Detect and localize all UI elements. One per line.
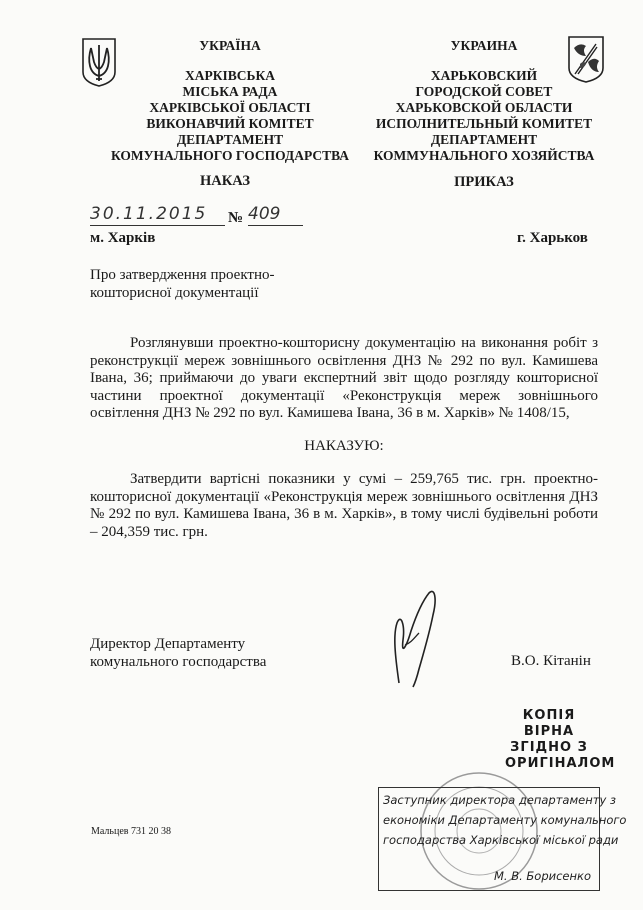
certification-line: Заступник директора департаменту з: [383, 793, 617, 807]
left-header-line: ДЕПАРТАМЕНТ: [176, 132, 284, 147]
subject-line: кошторисної документації: [90, 284, 259, 301]
preamble-paragraph: Розглянувши проектно-кошторисну документацію на виконання робіт з реконструкції мереж зовнішнього освітлення ДНЗ № 292 по вул. Камишева Івана, 36; приймаючи до уваги експертний звіт щодо розгляду кошторисної частини проектної документації «Реконструкція мереж зовнішнього освітлення ДНЗ № 292 по вул. Камишева Івана, 36 в м. Харків» № 1408/15,: [90, 335, 598, 421]
signer-position-line: комунального господарства: [90, 653, 267, 670]
left-header-line: МІСЬКА РАДА: [182, 84, 278, 99]
number-sign: №: [228, 210, 244, 226]
order-word: НАКАЗУЮ:: [304, 438, 384, 454]
right-header: [368, 38, 600, 164]
copy-stamp-line: ЗГІДНО З: [510, 740, 588, 755]
right-header-line: ДЕПАРТАМЕНТ: [430, 132, 538, 147]
certification-stamp: [378, 787, 627, 891]
subject: [90, 267, 274, 302]
left-header: [110, 38, 350, 164]
copy-stamp-line: КОПІЯ ВІРНА: [522, 708, 576, 739]
certification-signer: М. В. Борисенко: [493, 869, 591, 883]
left-country: УКРАЇНА: [199, 38, 261, 53]
left-header-line: ХАРКІВСЬКА: [184, 68, 275, 83]
right-country: УКРАИНА: [450, 38, 518, 53]
city-ru: г. Харьков: [517, 230, 588, 246]
right-header-line: ХАРЬКОВСКОЙ ОБЛАСТИ: [395, 100, 573, 115]
copy-stamp-line: ОРИГІНАЛОМ: [505, 756, 616, 771]
right-header-line: ХАРЬКОВСКИЙ: [430, 68, 538, 83]
handwritten-signature: [385, 585, 445, 690]
handwritten-date: 30.11.2015: [90, 204, 225, 226]
right-header-line: ГОРОДСКОЙ СОВЕТ: [415, 84, 553, 99]
city-ua: м. Харків: [90, 230, 156, 246]
left-doc-type: НАКАЗ: [199, 173, 251, 189]
certification-line: господарства Харківської міської ради: [383, 833, 619, 847]
right-header-line: КОММУНАЛЬНОГО ХОЗЯЙСТВА: [373, 148, 595, 163]
signer-name: В.О. Кітанін: [511, 653, 591, 669]
copy-stamp: [505, 708, 616, 772]
left-header-line: ХАРКІВСЬКОЇ ОБЛАСТІ: [149, 100, 311, 115]
right-doc-type: ПРИКАЗ: [454, 174, 514, 190]
signer-position-line: Директор Департаменту: [90, 636, 246, 652]
order-paragraph: Затвердити вартісні показники у сумі – 259,765 тис. грн. проектно-кошторисної документації «Реконструкція мереж зовнішнього освітлення ДНЗ № 292 по вул. Камишева Івана, 36 в м. Харків», в тому числі будівельні роботи – 204,359 тис. грн.: [90, 471, 598, 540]
left-header-line: ВИКОНАВЧИЙ КОМІТЕТ: [146, 116, 314, 131]
certification-line: економіки Департаменту комунального: [383, 813, 627, 827]
left-header-line: КОМУНАЛЬНОГО ГОСПОДАРСТВА: [110, 148, 350, 163]
right-header-line: ИСПОЛНИТЕЛЬНЫЙ КОМИТЕТ: [375, 116, 593, 131]
signer-position: [90, 636, 266, 671]
handwritten-number: 409: [248, 204, 303, 226]
executor-note: Мальцев 731 20 38: [91, 826, 171, 837]
subject-line: Про затвердження проектно-: [90, 267, 275, 283]
